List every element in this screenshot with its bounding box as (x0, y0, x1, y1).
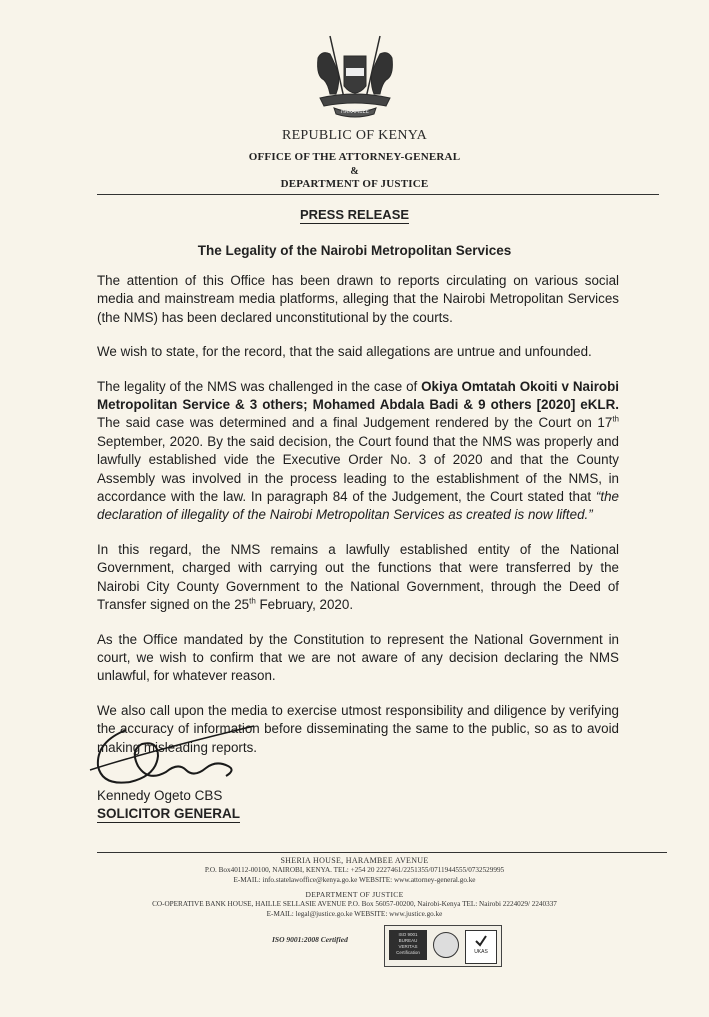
signatory-name: Kennedy Ogeto CBS (97, 788, 223, 803)
paragraph-5: As the Office mandated by the Constitution to represent the National Government in court, we wish to confirm that we are not aware of any decision declaring the NMS unlawful, for whatever reason. (97, 631, 619, 684)
paragraph-2: We wish to state, for the record, that the said allegations are untrue and unfounded. (97, 344, 592, 360)
bureau-veritas-icon: ISO 9001 BUREAU VERITAS Certification (389, 930, 427, 960)
letterhead-ampersand: & (350, 166, 359, 177)
coat-of-arms-icon (300, 28, 410, 128)
certification-badges (384, 925, 502, 967)
document-body (97, 272, 619, 773)
certification-seal-icon (433, 932, 459, 958)
footer-email-2: E-MAIL: legal@justice.go.ke WEBSITE: www.justice.go.ke (266, 910, 443, 918)
court-quote: “the declaration of illegality of the Nairobi Metropolitan Services as created is now lifted.” (97, 489, 619, 523)
letterhead-country: REPUBLIC OF KENYA (281, 128, 428, 143)
svg-text:HARAMBEE: HARAMBEE (341, 109, 369, 115)
footer-contact-2: CO-OPERATIVE BANK HOUSE, HAILLE SELLASIE AVENUE P.O. Box 56057-00200, Nairobi-Kenya TEL: Nairobi 2224029/ 2240337 (152, 900, 557, 908)
press-release-heading: PRESS RELEASE (299, 207, 410, 222)
document-title: The Legality of the Nairobi Metropolitan Services (197, 243, 512, 258)
paragraph-4: In this regard, the NMS remains a lawfully established entity of the National Government, charged with carrying out the functions that were transferred by the Nairobi City County Government to the National Government, through the Deed of Transfer signed on the 25th February, 2020. (97, 541, 619, 613)
paragraph-1: The attention of this Office has been drawn to reports circulating on various social media and mainstream media platforms, alleging that the Nairobi Metropolitan Services (the NMS) has been declared unconstitutional by the courts. (97, 273, 619, 325)
letterhead-divider (97, 194, 659, 195)
footer-divider (97, 852, 667, 853)
footer-contact-1: P.O. Box40112-00100, NAIROBI, KENYA. TEL: +254 20 2227461/2251355/0711944555/0732529995 (204, 866, 505, 874)
letterhead-office: OFFICE OF THE ATTORNEY-GENERAL (248, 151, 461, 163)
footer-department: DEPARTMENT OF JUSTICE (305, 890, 404, 899)
iso-certified-label: ISO 9001:2008 Certified (272, 935, 348, 944)
case-citation: Okiya Omtatah Okoiti v Nairobi Metropolitan Service & 3 others; Mohamed Abdala Badi & 9 others [2020] eKLR. (97, 378, 619, 413)
paragraph-3: The legality of the NMS was challenged in the case of Okiya Omtatah Okoiti v Nairobi Metropolitan Service & 3 others; Mohamed Abdala Badi & 9 others [2020] eKLR. The said case was determined and a final Judgement rendered by the Court on 17th September, 2020. By the said decision, the Court found that the NMS was properly and lawfully established vide the Executive Order No. 3 of 2020 and that the County Assembly was involved in the process leading to the establishment of the NMS, in accordance with the law. In paragraph 84 of the Judgement, the Court stated that “the declaration of illegality of the Nairobi Metropolitan Services as created is now lifted.” (97, 378, 619, 523)
handwritten-signature (86, 722, 256, 794)
letterhead-department: DEPARTMENT OF JUSTICE (280, 178, 429, 190)
footer-email-1: E-MAIL: info.statelawoffice@kenya.go.ke WEBSITE: www.attorney-general.go.ke (233, 876, 476, 884)
signatory-title: SOLICITOR GENERAL (97, 806, 241, 821)
ukas-icon: UKAS (465, 930, 497, 964)
paragraph-6: We also call upon the media to exercise utmost responsibility and diligence by verifying the accuracy of information before disseminating the same to the public, so as to avoid making misleading reports. (97, 702, 619, 755)
footer-address-1: SHERIA HOUSE, HARAMBEE AVENUE (280, 856, 429, 865)
